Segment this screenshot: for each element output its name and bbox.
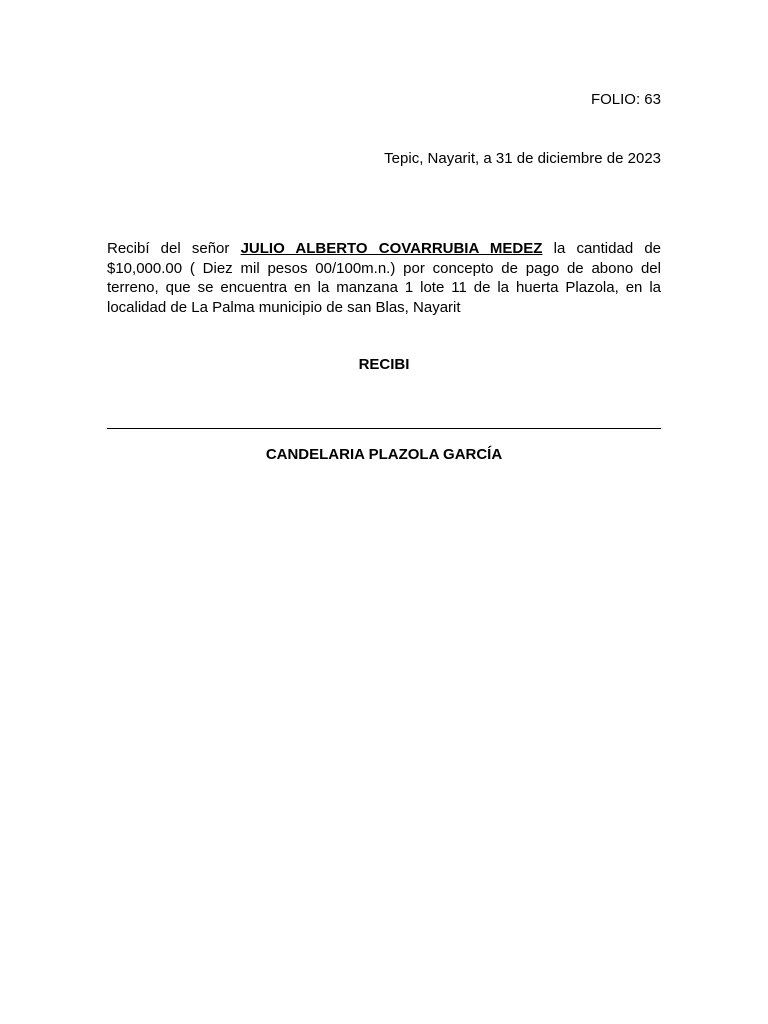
body-suffix: la cantidad de $10,000.00 ( Diez mil pesos 00/100m.n.) por concepto de pago de abono del terreno, que se encuentra en la manzana 1 lote 11 de la huerta Plazola, en la localidad de La Palma municipio de san Blas, Nayarit <box>107 240 662 316</box>
receipt-heading: RECIBI <box>358 356 410 373</box>
place-and-date: Tepic, Nayarit, a 31 de diciembre de 2023 <box>384 150 661 167</box>
signature-line <box>107 428 661 429</box>
body-prefix: Recibí del señor <box>107 240 241 257</box>
receipt-body <box>107 239 661 317</box>
payer-name: JULIO ALBERTO COVARRUBIA MEDEZ <box>240 240 543 257</box>
folio-number: FOLIO: 63 <box>590 91 661 108</box>
signer-name: CANDELARIA PLAZOLA GARCÍA <box>265 446 503 463</box>
